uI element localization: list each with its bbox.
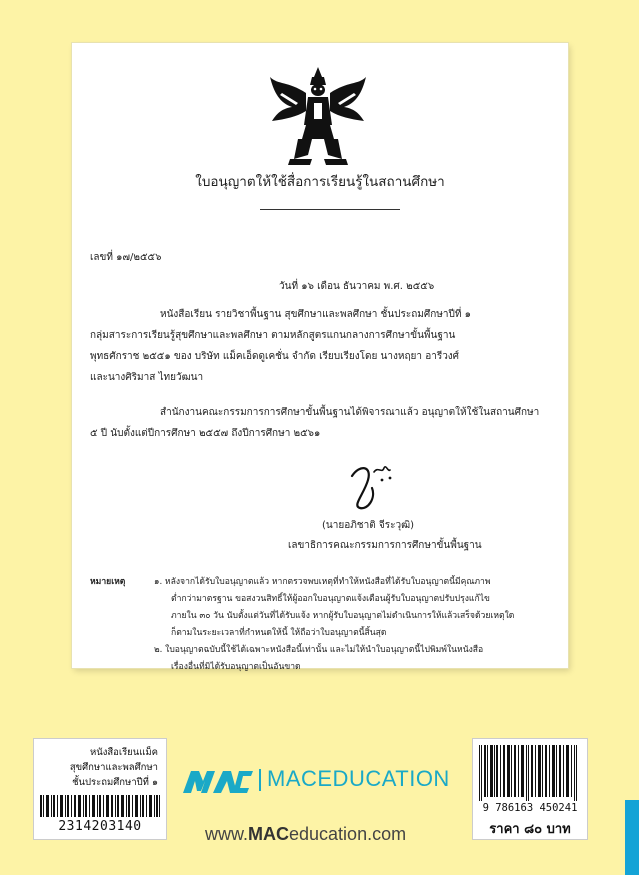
signature <box>342 458 402 513</box>
publisher-logo <box>183 765 453 795</box>
body-line-2: กลุ่มสาระการเรียนรู้สุขศึกษาและพลศึกษา ตามหลักสูตรแกนกลางการศึกษาขั้นพื้นฐาน <box>90 330 456 341</box>
book-label-box <box>33 738 167 840</box>
license-date: วันที่ ๑๖ เดือน ธันวาคม พ.ศ. ๒๕๕๖ <box>279 281 435 292</box>
url-bold: MAC <box>248 824 290 844</box>
note-line-4: ก็ตามในระยะเวลาที่กำหนดให้นี้ ให้ถือว่าใบอนุญาตนี้สิ้นสุด <box>171 628 387 638</box>
signer-title: เลขาธิการคณะกรรมการการศึกษาขั้นพื้นฐาน <box>288 540 482 551</box>
note-line-2: ต่ำกว่ามาตรฐาน ขอสงวนสิทธิ์ให้ผู้ออกใบอนุญาตแจ้งเตือนผู้รับใบอนุญาตปรับปรุงแก้ไข <box>171 594 490 604</box>
book-label-line-2: สุขศึกษาและพลศึกษา <box>69 762 158 773</box>
approval-line-1: สำนักงานคณะกรรมการการศึกษาขั้นพื้นฐานได้พิจารณาแล้ว อนุญาตให้ใช้ในสถานศึกษา <box>160 407 540 418</box>
url-prefix: www. <box>205 824 249 844</box>
isbn-box <box>472 738 588 840</box>
body-line-4: และนางศิริมาส ไทยวัฒนา <box>90 372 204 383</box>
publisher-url[interactable] <box>205 824 406 845</box>
notes-label: หมายเหตุ <box>90 577 126 587</box>
price-label: ราคา ๘๐ บาท <box>489 822 571 837</box>
title-underline <box>260 209 400 210</box>
note-line-6: เรื่องอื่นที่มิได้รับอนุญาตเป็นอันขาด <box>171 662 301 672</box>
document-title: ใบอนุญาตให้ใช้สื่อการเรียนรู้ในสถานศึกษา <box>195 174 445 190</box>
license-number: เลขที่ ๑๗/๒๕๕๖ <box>90 252 162 263</box>
approval-line-2: ๕ ปี นับตั้งแต่ปีการศึกษา ๒๕๕๗ ถึงปีการศึกษา ๒๕๖๑ <box>90 428 321 439</box>
book-code: 2314203140 <box>58 819 142 834</box>
body-line-3: พุทธศักราช ๒๕๕๑ ของ บริษัท แม็คเอ็ดดูเคชั่น จำกัด เรียบเรียงโดย นางหฤยา อารีวงศ์ <box>90 351 460 362</box>
note-line-1: ๑. หลังจากได้รับใบอนุญาตแล้ว หากตรวจพบเหตุที่ทำให้หนังสือที่ได้รับใบอนุญาตนี้มีคุณภาพ <box>154 577 491 587</box>
spine-tab <box>625 800 639 875</box>
isbn-barcode <box>479 745 581 801</box>
book-label-line-3: ชั้นประถมศึกษาปีที่ ๑ <box>72 777 158 788</box>
note-line-5: ๒. ใบอนุญาตฉบับนี้ใช้ได้เฉพาะหนังสือนี้เท่านั้น และไม่ให้นำใบอนุญาตนี้ไปพิมพ์ในหนังสือ <box>154 645 484 655</box>
signer-name: (นายอภิชาติ จีระวุฒิ) <box>322 520 415 531</box>
license-document <box>72 43 568 672</box>
mac-logo-icon <box>183 767 253 793</box>
book-code-barcode <box>40 795 160 817</box>
logo-text: MACEDUCATION <box>267 766 450 791</box>
isbn-number: 9 786163 450241 <box>482 802 578 814</box>
url-suffix: education.com <box>289 824 407 844</box>
logo-separator <box>259 769 261 791</box>
book-label-line-1: หนังสือเรียนแม็ค <box>89 747 158 758</box>
note-line-3: ภายใน ๓๐ วัน นับตั้งแต่วันที่ได้รับแจ้ง หากผู้รับใบอนุญาตไม่ดำเนินการให้แล้วเสร็จด้วยเหตุใด <box>171 611 515 621</box>
body-line-1: หนังสือเรียน รายวิชาพื้นฐาน สุขศึกษาและพลศึกษา ชั้นประถมศึกษาปีที่ ๑ <box>160 309 471 320</box>
garuda-emblem-icon <box>268 63 368 168</box>
